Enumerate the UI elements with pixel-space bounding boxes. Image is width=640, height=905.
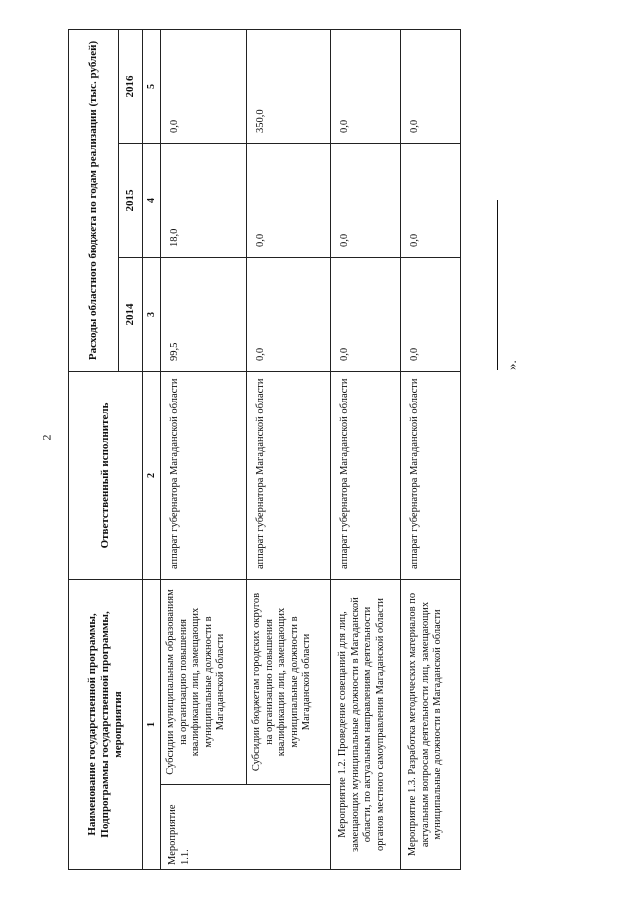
page-number: 2 bbox=[39, 434, 54, 441]
value-2014: 99,5 bbox=[161, 257, 247, 371]
activity-text: Мероприятие 1.3. Разработка методических материалов по актуальным вопросам деятельности лиц, замещающих муниципальные должности в Магаданской области bbox=[401, 579, 461, 869]
signature-line bbox=[497, 200, 498, 370]
value-2015: 0,0 bbox=[247, 143, 331, 257]
value-2016: 0,0 bbox=[401, 29, 461, 143]
value-2014: 0,0 bbox=[331, 257, 401, 371]
value-2015: 0,0 bbox=[401, 143, 461, 257]
header-year: 2016 bbox=[119, 29, 143, 143]
header-year: 2014 bbox=[119, 257, 143, 371]
value-2014: 0,0 bbox=[247, 257, 331, 371]
activity-text: Мероприятие 1.2. Проведение совещаний для лиц, замещающих муниципальные должности в Магаданской области, по актуальным направлениям деятельности органов местного самоуправления Магаданской области bbox=[331, 579, 401, 869]
value-2015: 0,0 bbox=[331, 143, 401, 257]
activity-label: Мероприятие 1.1. bbox=[161, 785, 331, 870]
executor: аппарат губернатора Магаданской области bbox=[331, 371, 401, 579]
value-2014: 0,0 bbox=[401, 257, 461, 371]
table-row bbox=[331, 29, 401, 869]
executor: аппарат губернатора Магаданской области bbox=[161, 371, 247, 579]
table-row bbox=[161, 29, 247, 869]
table-row bbox=[247, 29, 331, 869]
column-number: 2 bbox=[143, 371, 161, 579]
value-2015: 18,0 bbox=[161, 143, 247, 257]
value-2016: 0,0 bbox=[161, 29, 247, 143]
budget-table bbox=[68, 29, 461, 870]
rotated-table-container bbox=[68, 30, 460, 870]
executor: аппарат губернатора Магаданской области bbox=[401, 371, 461, 579]
closing-line bbox=[488, 196, 520, 370]
value-2016: 0,0 bbox=[331, 29, 401, 143]
column-number: 4 bbox=[143, 143, 161, 257]
header-name: Наименование государственной программы, Подпрограммы государственной программы, мероприятия bbox=[69, 579, 143, 869]
activity-text: Субсидии муниципальным образованиям на организацию повышения квалификации лиц, замещающих муниципальные должности в Магаданской области bbox=[161, 579, 247, 784]
table-row bbox=[401, 29, 461, 869]
activity-text: Субсидии бюджетам городских округов на организацию повышения квалификации лиц, замещающих муниципальные должности в Магаданской области bbox=[247, 579, 331, 784]
executor: аппарат губернатора Магаданской области bbox=[247, 371, 331, 579]
header-year: 2015 bbox=[119, 143, 143, 257]
value-2016: 350,0 bbox=[247, 29, 331, 143]
header-expenses: Расходы областного бюджета по годам реализации (тыс. рублей) bbox=[69, 29, 119, 371]
header-executor: Ответственный исполнитель bbox=[69, 371, 143, 579]
closing-mark: ». bbox=[504, 360, 519, 370]
column-number: 3 bbox=[143, 257, 161, 371]
column-number: 5 bbox=[143, 29, 161, 143]
column-number: 1 bbox=[143, 579, 161, 869]
